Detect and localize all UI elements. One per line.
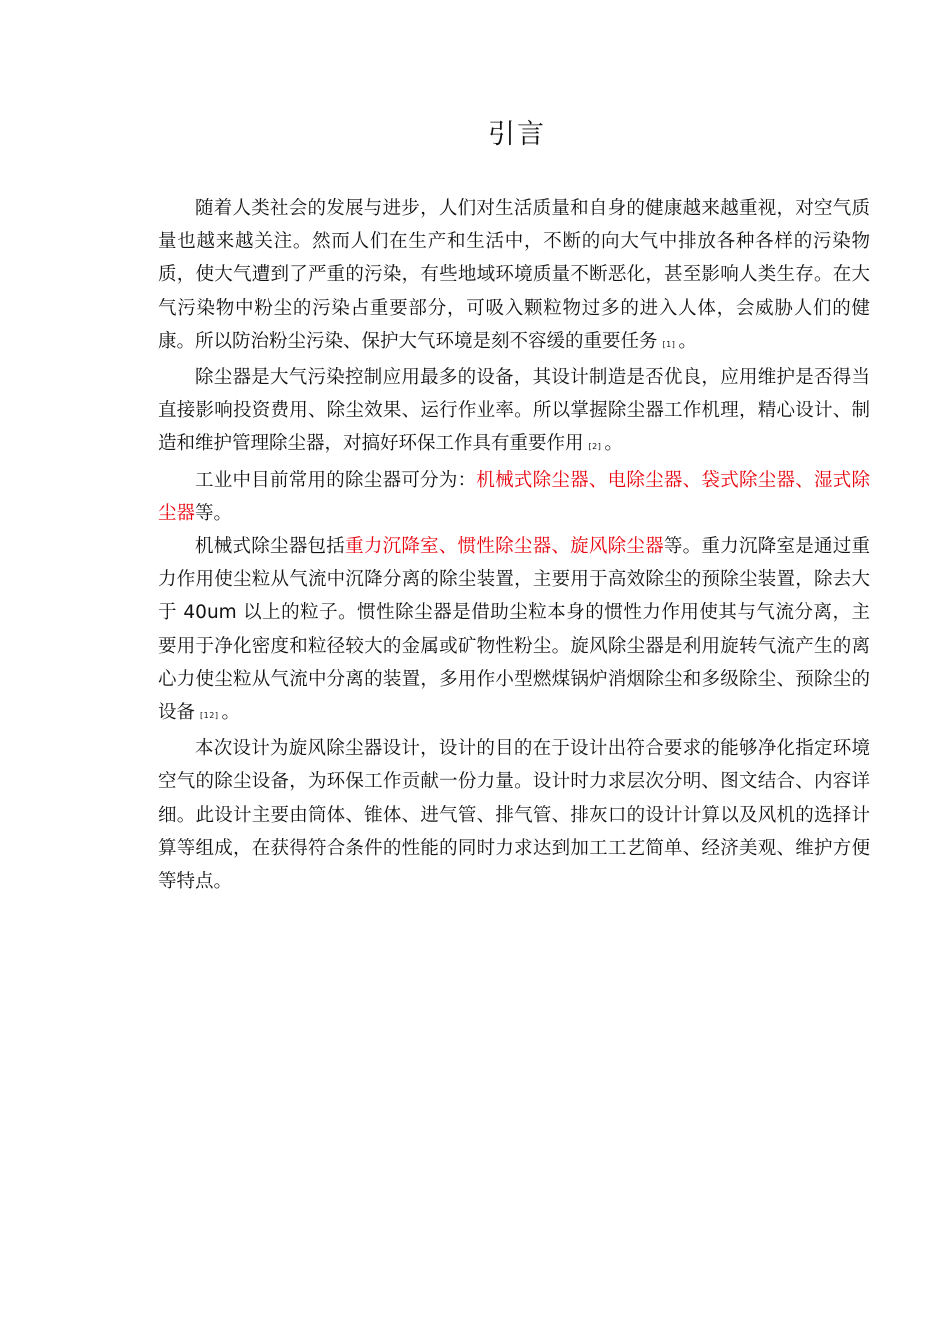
paragraph-text: 机械式除尘器包括 bbox=[195, 536, 346, 558]
paragraph-2 bbox=[158, 361, 870, 464]
paragraph-text: 等。重力沉降室是通过重力作用使尘粒从气流中沉降分离的除尘装置，主要用于高效除尘的预除尘装置，除去大于 40um 以上的粒子。惯性除尘器是借助尘粒本身的惯性力作用使其与气流分离，主要用于净化密度和粒径较大的金属或矿物性粉尘。旋风除尘器是利用旋转气流产生的离心力使尘粒从气流中分离的装置，多用作小型燃煤锅炉消烟除尘和多级除尘、预除尘的设备 bbox=[158, 536, 870, 724]
citation-ref: [2] bbox=[588, 442, 602, 452]
citation-ref: [12] bbox=[200, 711, 219, 721]
paragraph-text: 。 bbox=[221, 702, 240, 724]
paragraph-text: 。 bbox=[678, 330, 697, 352]
paragraph-text: 工业中目前常用的除尘器可分为： bbox=[195, 469, 477, 491]
paragraph-3 bbox=[158, 464, 870, 530]
paragraph-5 bbox=[158, 732, 870, 898]
paragraph-text: 随着人类社会的发展与进步，人们对生活质量和自身的健康越来越重视，对空气质量也越来越关注。然而人们在生产和生活中，不断的向大气中排放各种各样的污染物质，使大气遭到了严重的污染，有些地域环境质量不断恶化，甚至影响人类生存。在大气污染物中粉尘的污染占重要部分，可吸入颗粒物过多的进入人体，会威胁人们的健康。所以防治粉尘污染、保护大气环境是刻不容缓的重要任务 bbox=[158, 198, 870, 352]
highlighted-text: 机械式除尘器、电除尘器、袋式除尘器、湿式除尘器 bbox=[158, 469, 870, 524]
paragraph-4 bbox=[158, 530, 870, 732]
body-text bbox=[158, 192, 870, 898]
paragraph-text: 等。 bbox=[195, 502, 233, 524]
paragraph-1 bbox=[158, 192, 870, 361]
paragraph-text: 除尘器是大气污染控制应用最多的设备，其设计制造是否优良，应用维护是否得当直接影响投资费用、除尘效果、运行作业率。所以掌握除尘器工作机理，精心设计、制造和维护管理除尘器，对搞好环保工作具有重要作用 bbox=[158, 367, 870, 455]
paragraph-text: 本次设计为旋风除尘器设计，设计的目的在于设计出符合要求的能够净化指定环境空气的除尘设备，为环保工作贡献一份力量。设计时力求层次分明、图文结合、内容详细。此设计主要由筒体、锥体、进气管、排气管、排灰口的设计计算以及风机的选择计算等组成，在获得符合条件的性能的同时力求达到加工工艺简单、经济美观、维护方便等特点。 bbox=[158, 738, 870, 893]
highlighted-text: 重力沉降室、惯性除尘器、旋风除尘器 bbox=[345, 536, 664, 558]
paragraph-text: 。 bbox=[604, 433, 623, 455]
citation-ref: [1] bbox=[662, 339, 676, 349]
page-title: 引言 bbox=[488, 119, 546, 150]
